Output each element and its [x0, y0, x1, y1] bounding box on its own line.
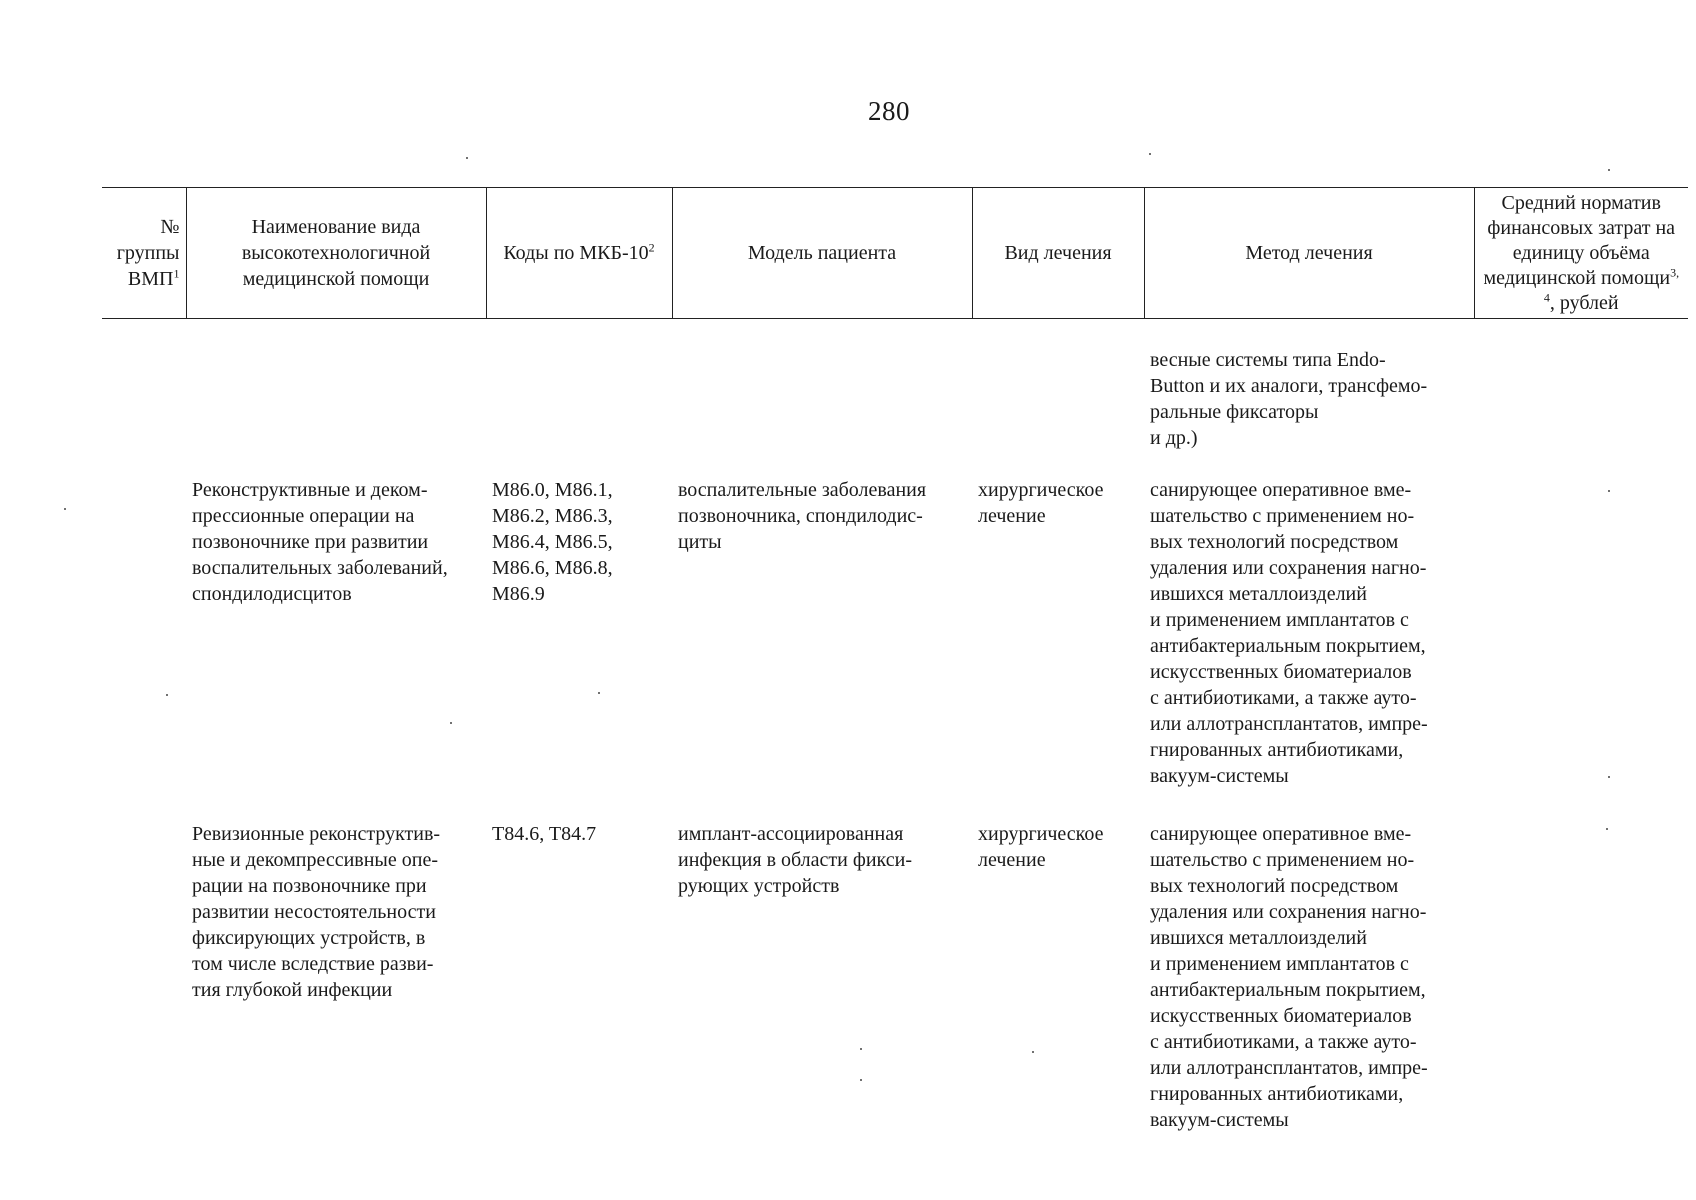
cell-patient-model	[672, 319, 972, 478]
scan-speck	[466, 157, 468, 159]
header-treatment-type: Вид лечения	[972, 188, 1144, 319]
cell-cost	[1474, 821, 1688, 1143]
cell-group-no	[102, 319, 186, 478]
cell-treatment-type: хирургическое лечение	[978, 823, 1104, 871]
cell-group-no	[102, 821, 186, 1143]
cell-codes: T84.6, T84.7	[492, 823, 597, 845]
header-group-no: № группы ВМП$^1$	[102, 188, 186, 319]
scan-speck	[64, 508, 66, 510]
cell-name: Ревизионные реконструктив- ные и декомпрессивные опе- рации на позвоночнике при развитии несостоятельности фиксирующих устройств, в том числе вследствие разви- тия глубокой инфекции	[192, 823, 441, 1001]
cell-cost	[1474, 477, 1688, 821]
table-row	[102, 319, 1688, 478]
footnote-mark: 2	[648, 240, 655, 255]
cell-treatment-type: хирургическое лечение	[978, 479, 1104, 527]
footnote-mark: 3, 4	[1543, 264, 1680, 304]
cell-treatment-method: весные системы типа Endo- Button и их аналоги, трансфемо- ральные фиксаторы и др.)	[1150, 349, 1428, 449]
cell-cost	[1474, 319, 1688, 478]
scan-speck	[1149, 153, 1151, 155]
cell-treatment-type	[972, 319, 1144, 478]
cell-patient-model: имплант-ассоциированная инфекция в области фикси- рующих устройств	[678, 823, 912, 897]
cell-treatment-method: санирующее оперативное вме- шательство с применением но- вых технологий посредством удаления или сохранения нагно- ившихся металлоизделий и применением имплантатов с антибактериальным покрытием, искусственных биоматериалов с антибиотиками, а также ауто- или аллотрансплантатов, импре- гнированных антибиотиками, вакуум-системы	[1150, 823, 1428, 1131]
cell-codes	[486, 319, 672, 478]
header-codes: Коды по МКБ-$10^2$	[486, 188, 672, 319]
header-cost: Средний норматив финансовых затрат на единицу объёма медицинской помощи$^{3, 4}$, рублей	[1474, 188, 1688, 319]
cell-patient-model: воспалительные заболевания позвоночника, спондилодис- циты	[678, 479, 927, 553]
cell-treatment-method: санирующее оперативное вме- шательство с применением но- вых технологий посредством удаления или сохранения нагно- ившихся металлоизделий и применением имплантатов с антибактериальным покрытием, искусственных биоматериалов с антибиотиками, а также ауто- или аллотрансплантатов, импре- гнированных антибиотиками, вакуум-системы	[1150, 479, 1428, 787]
scan-speck	[1608, 169, 1610, 171]
page-number: 280	[868, 96, 910, 126]
table-header	[102, 188, 1688, 319]
cell-codes: M86.0, M86.1, M86.2, M86.3, M86.4, M86.5, M86.6, M86.8, M86.9	[492, 479, 613, 605]
header-name: Наименование вида высокотехнологичной медицинской помощи	[186, 188, 486, 319]
header-treatment-method: Метод лечения	[1144, 188, 1474, 319]
cell-group-no	[102, 477, 186, 821]
footnote-mark: 1	[173, 266, 180, 281]
table-row	[102, 821, 1688, 1143]
cell-name: Реконструктивные и деком- прессионные операции на позвоночнике при развитии воспалительных заболеваний, спондилодисцитов	[192, 479, 448, 605]
header-patient-model: Модель пациента	[672, 188, 972, 319]
vmp-table	[102, 187, 1688, 1143]
cell-name	[186, 319, 486, 478]
table-row	[102, 477, 1688, 821]
